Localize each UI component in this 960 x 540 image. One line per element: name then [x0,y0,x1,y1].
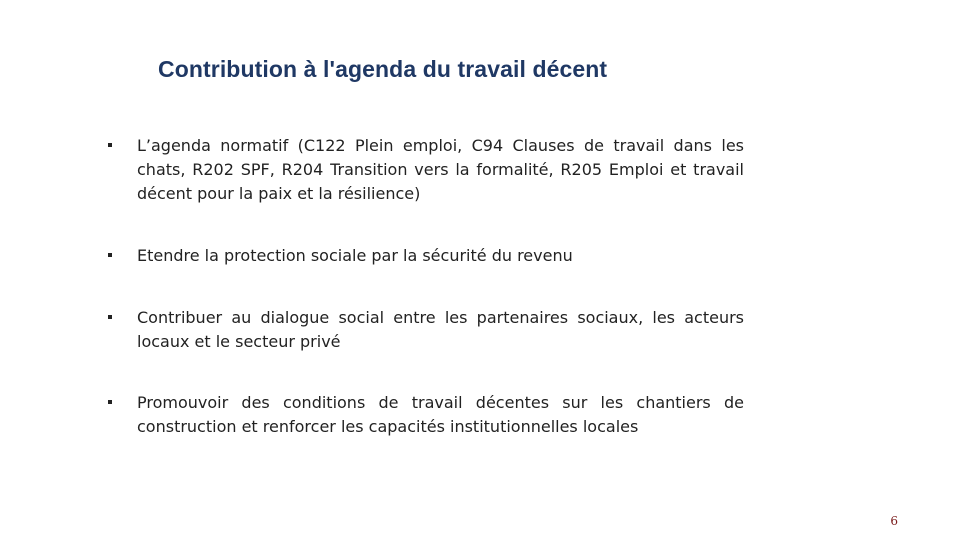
bullet-text: Promouvoir des conditions de travail décentes sur les chantiers de construction et renforcer les capacités institutionnelles locales [137,393,744,436]
bullet-marker [108,400,112,404]
bullet-marker [108,315,112,319]
bullet-text: L’agenda normatif (C122 Plein emploi, C94 Clauses de travail dans les chats, R202 SPF, R204 Transition vers la formalité, R205 Emploi et travail décent pour la paix et la résilience) [137,136,744,203]
bullet-text: Etendre la protection sociale par la sécurité du revenu [137,246,573,265]
page-number: 6 [890,514,898,528]
bullet-text: Contribuer au dialogue social entre les partenaires sociaux, les acteurs locaux et le secteur privé [137,308,744,351]
bullet-marker [108,253,112,257]
slide-title: Contribution à l'agenda du travail décent [158,56,608,82]
bullet-marker [108,143,112,147]
